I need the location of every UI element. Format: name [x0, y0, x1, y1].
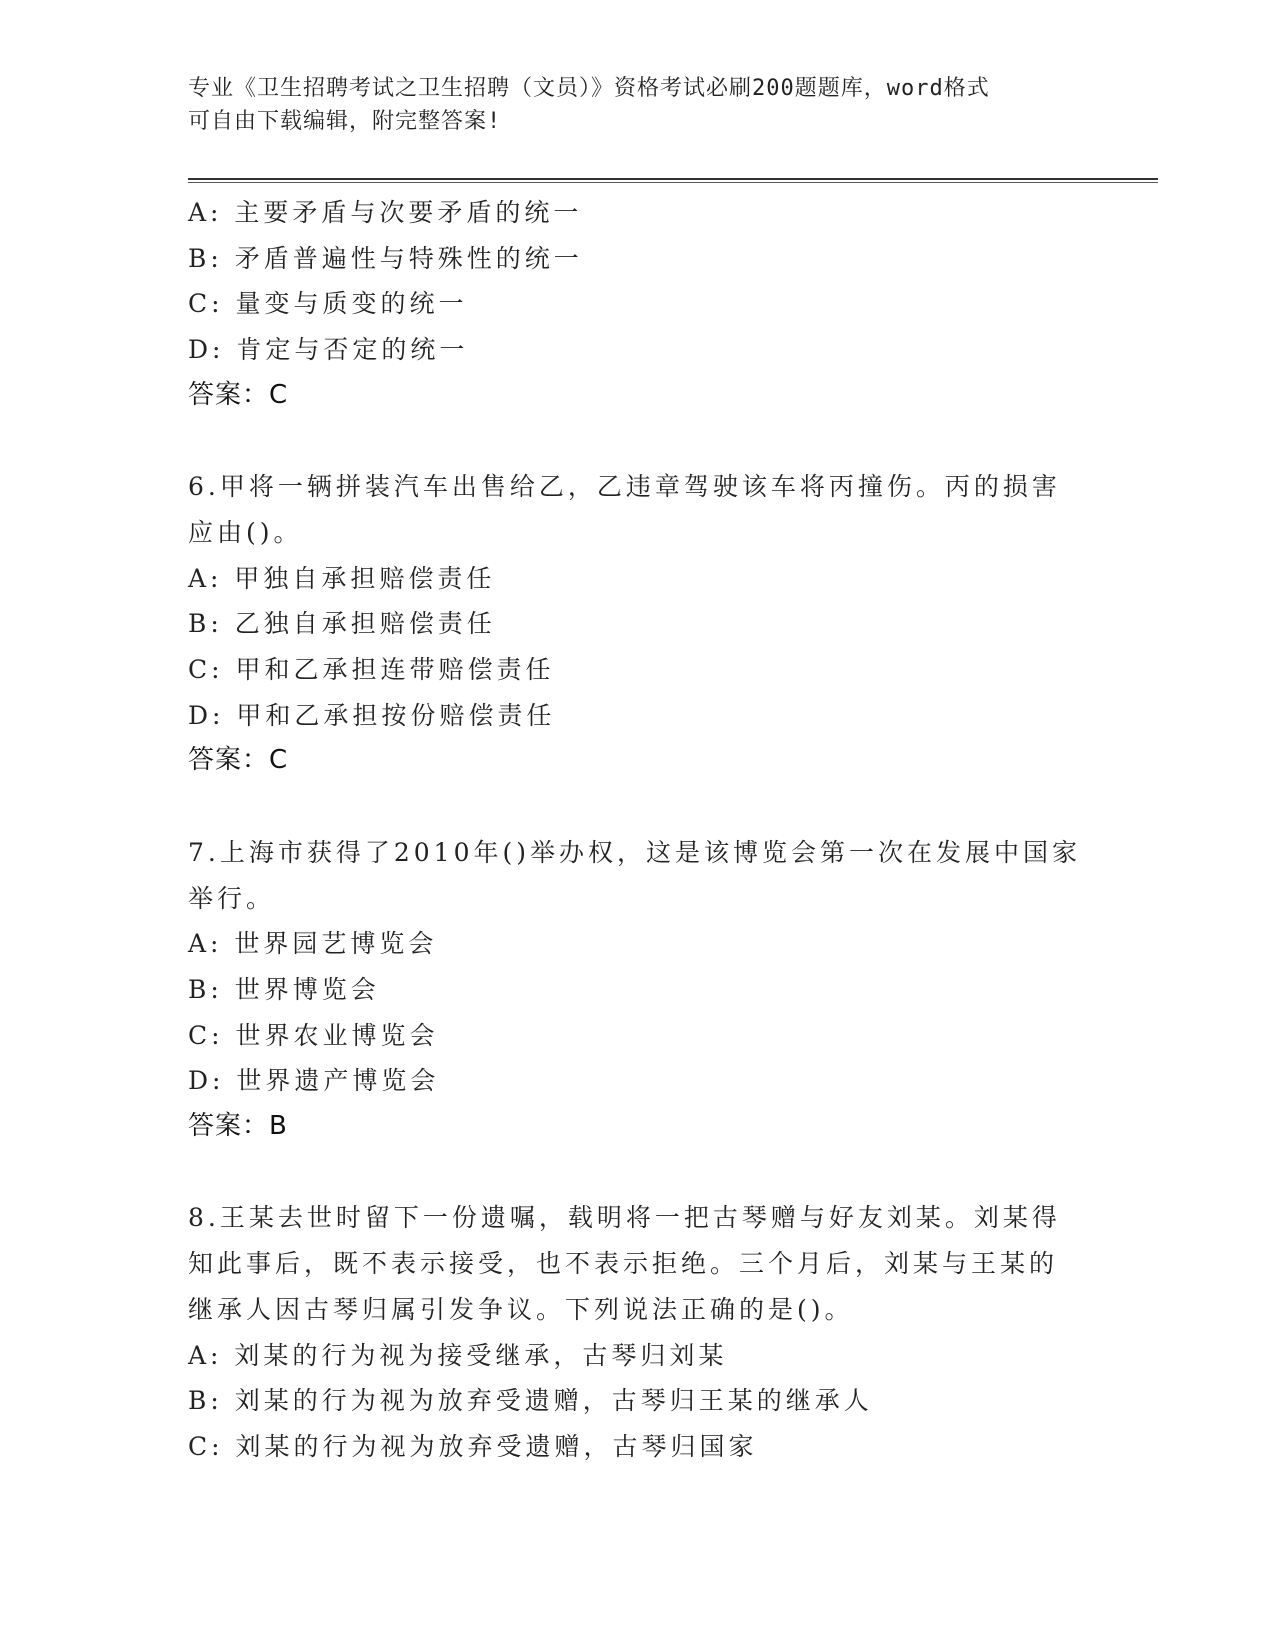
- question-text-line: 举行。: [188, 883, 276, 913]
- option-c: C: 甲和乙承担连带赔偿责任: [188, 655, 555, 685]
- option-b: B: 乙独自承担赔偿责任: [188, 609, 496, 639]
- option-b: B: 矛盾普遍性与特殊性的统一: [188, 243, 583, 273]
- spacer: [188, 784, 1088, 830]
- option-a: A: 甲独自承担赔偿责任: [188, 563, 496, 593]
- document-header: [188, 72, 1068, 138]
- answer-line: 答案：B: [188, 1111, 288, 1142]
- option-d: D: 世界遗产博览会: [188, 1066, 440, 1096]
- question-text-line: 知此事后，既不表示接受，也不表示拒绝。三个月后，刘某与王某的: [188, 1249, 1059, 1279]
- header-divider-thick: [188, 178, 1158, 180]
- spacer: [188, 419, 1088, 465]
- option-b: B: 刘某的行为视为放弃受遗赠，古琴归王某的继承人: [188, 1386, 873, 1416]
- question-block: [188, 830, 1088, 1150]
- option-d: D: 肯定与否定的统一: [188, 335, 469, 365]
- question-text-line: 6.甲将一辆拼装汽车出售给乙，乙违章驾驶该车将丙撞伤。丙的损害: [188, 472, 1061, 502]
- option-a: A: 刘某的行为视为接受继承，古琴归刘某: [188, 1340, 728, 1370]
- spacer: [188, 1150, 1088, 1196]
- option-a: A: 主要矛盾与次要矛盾的统一: [188, 198, 583, 227]
- question-text-line: 应由()。: [188, 517, 303, 547]
- question-text-line: 继承人因古琴归属引发争议。下列说法正确的是()。: [188, 1294, 854, 1324]
- header-divider-thin: [188, 182, 1158, 183]
- option-c: C: 刘某的行为视为放弃受遗赠，古琴归国家: [188, 1431, 758, 1461]
- option-b: B: 世界博览会: [188, 974, 380, 1004]
- answer-line: 答案：C: [188, 745, 289, 776]
- answer-line: 答案：C: [188, 379, 289, 410]
- question-block: [188, 1195, 1088, 1469]
- question-list: [188, 190, 1088, 1470]
- option-a: A: 世界园艺博览会: [188, 929, 438, 959]
- question-block: [188, 464, 1088, 784]
- option-c: C: 世界农业博览会: [188, 1020, 439, 1050]
- question-block: [188, 190, 1088, 419]
- option-d: D: 甲和乙承担按份赔偿责任: [188, 700, 556, 730]
- header-line-2: 可自由下载编辑，附完整答案!: [188, 109, 502, 134]
- question-text-line: 7.上海市获得了2010年()举办权，这是该博览会第一次在发展中国家: [188, 837, 1081, 867]
- question-text-line: 8.王某去世时留下一份遗嘱，载明将一把古琴赠与好友刘某。刘某得: [188, 1203, 1061, 1233]
- header-line-1: 专业《卫生招聘考试之卫生招聘（文员）》资格考试必刷200题题库，word格式: [188, 76, 990, 101]
- option-c: C: 量变与质变的统一: [188, 289, 468, 319]
